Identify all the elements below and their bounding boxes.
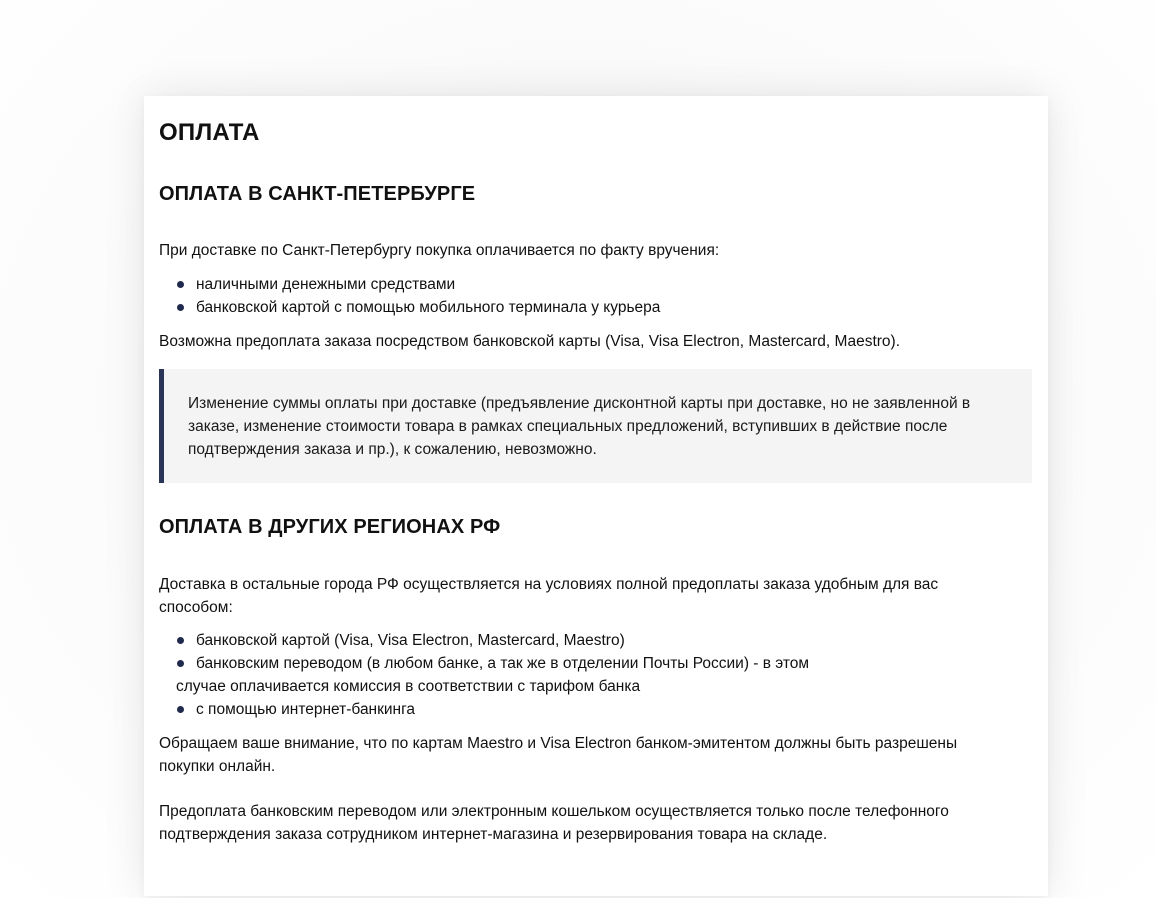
- spb-methods-list: [159, 273, 1019, 319]
- list-item-text: с помощью интернет-банкинга: [196, 701, 416, 718]
- content-card: [144, 96, 1048, 896]
- page-title: ОПЛАТА: [159, 119, 260, 146]
- note-callout: [159, 369, 1032, 483]
- regions-transfer-line-1: Предоплата банковским переводом или электронным кошельком осуществляется только после телефонного: [159, 803, 949, 820]
- bullet-icon: [177, 706, 184, 713]
- bullet-icon: [177, 304, 184, 311]
- bullet-icon: [177, 281, 184, 288]
- regions-intro: Доставка в остальные города РФ осуществляется на условиях полной предоплаты заказа удобным для вас способом:: [159, 576, 939, 616]
- list-item-text: банковским переводом (в любом банке, а так же в отделении Почты России) - в этом: [196, 655, 810, 672]
- spb-prepay: Возможна предоплата заказа посредством банковской карты (Visa, Visa Electron, Mastercard, Maestro).: [159, 333, 900, 350]
- section-title-regions: ОПЛАТА В ДРУГИХ РЕГИОНАХ РФ: [159, 516, 501, 538]
- list-item-text: банковской картой (Visa, Visa Electron, Mastercard, Maestro): [196, 632, 625, 649]
- spb-intro: При доставке по Санкт-Петербургу покупка оплачивается по факту вручения:: [159, 242, 720, 259]
- bullet-icon: [177, 660, 184, 667]
- list-item: [159, 296, 1019, 319]
- bullet-icon: [177, 637, 184, 644]
- list-item-text: наличными денежными средствами: [196, 276, 456, 293]
- regions-transfer-line-2: подтверждения заказа сотрудником интернет-магазина и резервирования товара на складе.: [159, 826, 828, 843]
- regions-attention: Обращаем ваше внимание, что по картам Maestro и Visa Electron банком-эмитентом должны быть разрешены покупки онлайн.: [159, 735, 958, 775]
- list-item: [159, 629, 1019, 652]
- list-item: [159, 698, 1019, 721]
- list-item-text-continued: случае оплачивается комиссия в соответствии с тарифом банка: [176, 678, 641, 695]
- list-item-text: банковской картой с помощью мобильного терминала у курьера: [196, 299, 661, 316]
- list-item: [159, 652, 1019, 698]
- regions-methods-list: [159, 629, 1019, 721]
- note-text: Изменение суммы оплаты при доставке (предъявление дисконтной карты при доставке, но не заявленной в заказе, изменение стоимости товара в рамках специальных предложений, вступивших в действие после подтверждения заказа и пр.), к сожалению, невозможно.: [188, 395, 971, 458]
- list-item: [159, 273, 1019, 296]
- section-title-spb: ОПЛАТА В САНКТ-ПЕТЕРБУРГЕ: [159, 183, 476, 205]
